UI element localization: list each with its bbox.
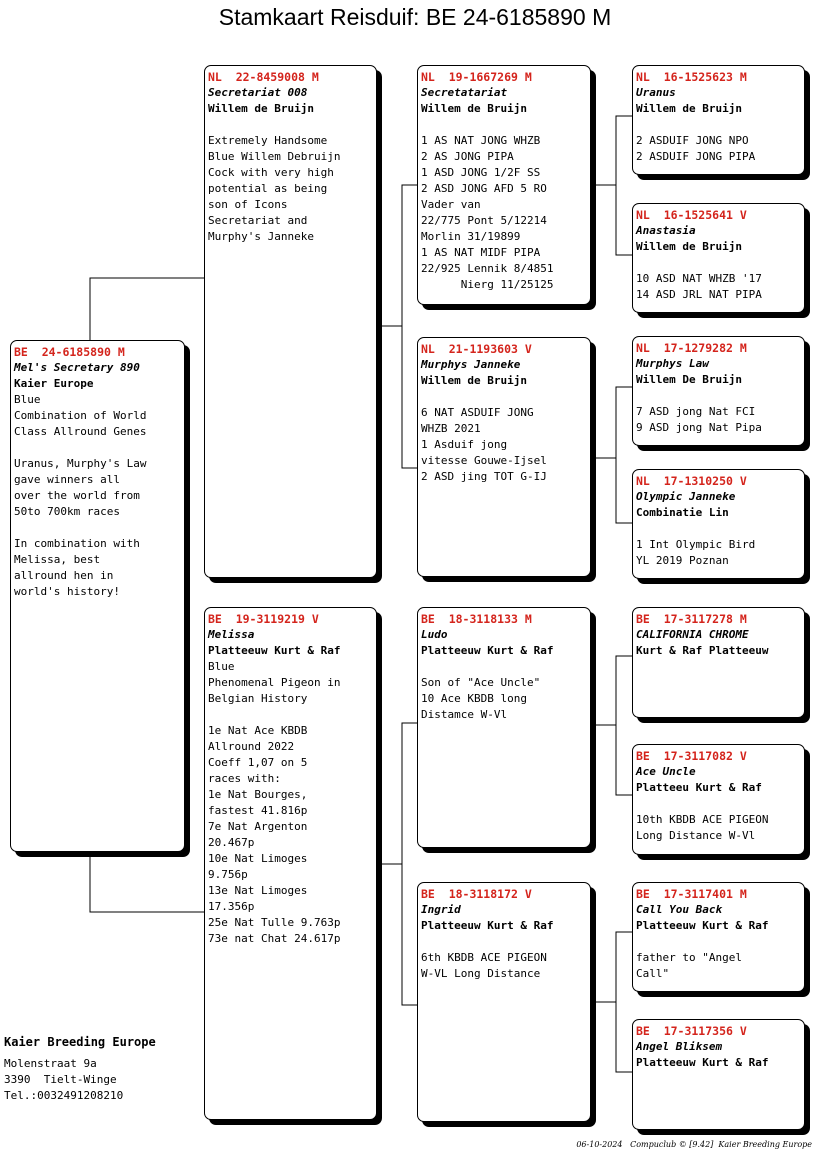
pigeon-owner: Willem de Bruijn [421, 102, 527, 115]
note-line: father to "Angel [636, 951, 742, 964]
pigeon-owner: Platteeuw Kurt & Raf [208, 644, 341, 657]
note-line: 73e nat Chat 24.617p [208, 932, 341, 945]
footer-credits: 06-10-2024 Compuclub © [9.42] Kaier Breeding Europe [576, 1140, 812, 1149]
ring-number: NL 22-8459008 M [208, 70, 319, 84]
pigeon-notes [421, 117, 586, 293]
note-line: WHZB 2021 [421, 422, 481, 435]
pigeon-name: CALIFORNIA CHROME [636, 628, 749, 641]
note-line [208, 707, 372, 723]
note-line: 10th KBDB ACE PIGEON [636, 813, 769, 826]
ring-number: NL 19-1667269 M [421, 70, 532, 84]
note-line: world's history! [14, 585, 120, 598]
note-line [636, 388, 800, 404]
note-line: 2 AS JONG PIPA [421, 150, 514, 163]
note-line: Blue Willem Debruijn [208, 150, 341, 163]
note-line: races with: [208, 772, 281, 785]
ring-number: BE 17-3117356 V [636, 1024, 747, 1038]
note-line [636, 117, 800, 133]
pigeon-card-father[interactable] [204, 65, 377, 578]
note-line: In combination with [14, 537, 140, 550]
pigeon-card-fff[interactable] [632, 65, 805, 175]
pigeon-notes [421, 389, 586, 485]
pigeon-owner: Platteeu Kurt & Raf [636, 781, 762, 794]
ring-number: NL 17-1310250 V [636, 474, 747, 488]
note-line: 22/925 Lennik 8/4851 [421, 262, 554, 275]
note-line: Murphy's Janneke [208, 230, 314, 243]
pigeon-owner: Platteeuw Kurt & Raf [421, 644, 554, 657]
note-line: 20.467p [208, 836, 255, 849]
pigeon-owner: Kaier Europe [14, 377, 94, 390]
pigeon-notes [208, 117, 372, 245]
pigeon-card-ff[interactable] [417, 65, 591, 305]
note-line: fastest 41.816p [208, 804, 308, 817]
note-line: 1e Nat Bourges, [208, 788, 308, 801]
pigeon-name: Anastasia [636, 224, 696, 237]
pigeon-owner: Willem de Bruijn [636, 240, 742, 253]
pigeon-card-ffm[interactable] [632, 203, 805, 313]
pigeon-owner: Kurt & Raf Platteeuw [636, 644, 769, 657]
note-line: 25e Nat Tulle 9.763p [208, 916, 341, 929]
note-line [14, 520, 180, 536]
note-line: 2 ASD JONG AFD 5 RO [421, 182, 547, 195]
note-line: Blue [208, 660, 235, 673]
note-line: 1 AS NAT JONG WHZB [421, 134, 541, 147]
pigeon-name: Angel Bliksem [636, 1040, 723, 1053]
pigeon-notes [636, 934, 800, 982]
note-line: 13e Nat Limoges [208, 884, 308, 897]
note-line: son of Icons [208, 198, 288, 211]
ring-number: BE 24-6185890 M [14, 345, 125, 359]
note-line: Belgian History [208, 692, 308, 705]
ring-number: BE 18-3118133 M [421, 612, 532, 626]
pigeon-name: Mel's Secretary 890 [14, 361, 140, 374]
ring-number: NL 21-1193603 V [421, 342, 532, 356]
pigeon-card-subject[interactable] [10, 340, 185, 852]
note-line: Vader van [421, 198, 481, 211]
pigeon-owner: Platteeuw Kurt & Raf [636, 1056, 769, 1069]
note-line [208, 117, 372, 133]
note-line [14, 440, 180, 456]
note-line: Class Allround Genes [14, 425, 147, 438]
pigeon-card-mother[interactable] [204, 607, 377, 1120]
note-line: 2 ASDUIF JONG PIPA [636, 150, 756, 163]
note-line [636, 934, 800, 950]
pigeon-name: Murphys Law [636, 357, 709, 370]
note-line: 9 ASD jong Nat Pipa [636, 421, 762, 434]
pigeon-owner: Combinatie Lin [636, 506, 729, 519]
pigeon-name: Olympic Janneke [636, 490, 736, 503]
note-line: 50to 700km races [14, 505, 120, 518]
note-line: Phenomenal Pigeon in [208, 676, 341, 689]
note-line: 1 ASD JONG 1/2F SS [421, 166, 541, 179]
note-line: 6 NAT ASDUIF JONG [421, 406, 534, 419]
note-line: Cock with very high [208, 166, 334, 179]
breeder-city: 3390 Tielt-Winge [4, 1073, 117, 1086]
pigeon-name: Melissa [208, 628, 255, 641]
note-line: YL 2019 Poznan [636, 554, 729, 567]
pigeon-owner: Platteeuw Kurt & Raf [636, 919, 769, 932]
pigeon-notes [421, 934, 586, 982]
breeder-street: Molenstraat 9a [4, 1057, 97, 1070]
page-title: Stamkaart Reisduif: BE 24-6185890 M [218, 4, 612, 30]
pigeon-notes [636, 255, 800, 303]
note-line: 2 ASDUIF JONG NPO [636, 134, 749, 147]
note-line: 6th KBDB ACE PIGEON [421, 951, 547, 964]
pigeon-owner: Willem de Bruijn [421, 374, 527, 387]
pigeon-card-mf[interactable] [417, 607, 591, 848]
note-line: Melissa, best [14, 553, 101, 566]
ring-number: NL 17-1279282 M [636, 341, 747, 355]
note-line: Nierg 11/25125 [421, 278, 554, 291]
ring-number: BE 18-3118172 V [421, 887, 532, 901]
note-line [636, 796, 800, 812]
note-line: Allround 2022 [208, 740, 295, 753]
pigeon-notes [636, 796, 800, 844]
pigeon-name: Ludo [421, 628, 448, 641]
note-line [636, 521, 800, 537]
note-line: 1 Asduif jong [421, 438, 508, 451]
breeder-name: Kaier Breeding Europe [4, 1035, 156, 1049]
note-line: 10e Nat Limoges [208, 852, 308, 865]
note-line [421, 117, 586, 133]
pigeon-owner: Platteeuw Kurt & Raf [421, 919, 554, 932]
pigeon-notes [208, 659, 372, 947]
pigeon-notes [636, 117, 800, 165]
note-line: gave winners all [14, 473, 120, 486]
note-line: Call" [636, 967, 670, 980]
note-line: Uranus, Murphy's Law [14, 457, 147, 470]
note-line: Coeff 1,07 on 5 [208, 756, 308, 769]
note-line: 7e Nat Argenton [208, 820, 308, 833]
pigeon-notes [421, 659, 586, 723]
breeder-phone: Tel.:0032491208210 [4, 1089, 124, 1102]
note-line: 17.356p [208, 900, 255, 913]
pigeon-name: Secretariat 008 [208, 86, 308, 99]
note-line: 1e Nat Ace KBDB [208, 724, 308, 737]
pigeon-card-mm[interactable] [417, 882, 591, 1122]
ring-number: BE 19-3119219 V [208, 612, 319, 626]
pigeon-owner: Willem de Bruijn [636, 102, 742, 115]
ring-number: BE 17-3117082 V [636, 749, 747, 763]
ring-number: NL 16-1525623 M [636, 70, 747, 84]
pigeon-name: Uranus [636, 86, 676, 99]
pigeon-name: Secretatariat [421, 86, 508, 99]
pigeon-card-fm[interactable] [417, 337, 591, 577]
pigeon-card-mff[interactable] [632, 607, 805, 718]
note-line: Secretariat and [208, 214, 308, 227]
note-line: allround hen in [14, 569, 114, 582]
note-line: 1 Int Olympic Bird [636, 538, 756, 551]
pigeon-name: Ingrid [421, 903, 461, 916]
ring-number: NL 16-1525641 V [636, 208, 747, 222]
note-line: Distamce W-Vl [421, 708, 508, 721]
pigeon-card-fmf[interactable] [632, 336, 805, 446]
pigeon-notes [636, 521, 800, 569]
note-line: Morlin 31/19899 [421, 230, 521, 243]
note-line: Combination of World [14, 409, 147, 422]
pigeon-name: Murphys Janneke [421, 358, 521, 371]
pigeon-card-fmm[interactable] [632, 469, 805, 579]
note-line: 10 Ace KBDB long [421, 692, 527, 705]
pigeon-card-mmm[interactable] [632, 1019, 805, 1130]
ring-number: BE 17-3117401 M [636, 887, 747, 901]
note-line [421, 659, 586, 675]
pigeon-notes [636, 388, 800, 436]
note-line: 10 ASD NAT WHZB '17 [636, 272, 762, 285]
pigeon-notes [14, 392, 180, 600]
note-line: Extremely Handsome [208, 134, 328, 147]
note-line [636, 255, 800, 271]
pigeon-owner: Willem de Bruijn [208, 102, 314, 115]
note-line: 1 AS NAT MIDF PIPA [421, 246, 541, 259]
pigeon-name: Ace Uncle [636, 765, 696, 778]
note-line [421, 389, 586, 405]
pigeon-card-mmf[interactable] [632, 882, 805, 992]
note-line: Blue [14, 393, 41, 406]
note-line: 2 ASD jing TOT G-IJ [421, 470, 547, 483]
note-line [421, 934, 586, 950]
breeder-info [4, 1034, 156, 1104]
ring-number: BE 17-3117278 M [636, 612, 747, 626]
note-line: 14 ASD JRL NAT PIPA [636, 288, 762, 301]
note-line: W-VL Long Distance [421, 967, 541, 980]
note-line: vitesse Gouwe-Ijsel [421, 454, 547, 467]
note-line: 9.756p [208, 868, 248, 881]
pigeon-card-mfm[interactable] [632, 744, 805, 855]
note-line: Son of "Ace Uncle" [421, 676, 541, 689]
note-line: Long Distance W-Vl [636, 829, 756, 842]
pigeon-name: Call You Back [636, 903, 723, 916]
note-line: potential as being [208, 182, 328, 195]
pigeon-owner: Willem De Bruijn [636, 373, 742, 386]
note-line: 22/775 Pont 5/12214 [421, 214, 547, 227]
note-line: 7 ASD jong Nat FCI [636, 405, 756, 418]
note-line: over the world from [14, 489, 140, 502]
